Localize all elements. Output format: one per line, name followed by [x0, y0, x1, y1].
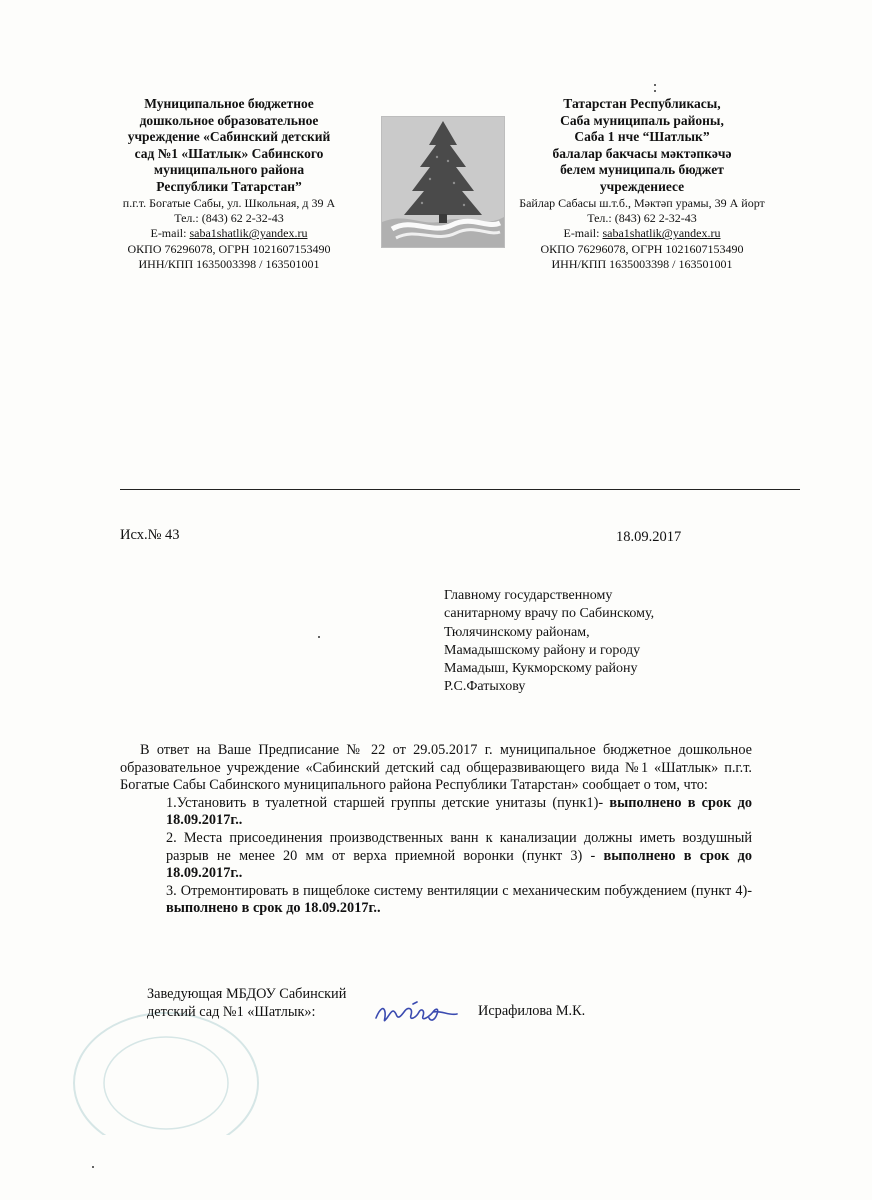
list-item: 3. Отремонтировать в пищеблоке систему вентиляции с механическим побуждением (пункт 4)- выполнено в срок до 18.09.2017г..: [166, 882, 752, 917]
emblem-graphic: [382, 117, 504, 247]
header-divider: [120, 489, 800, 490]
status-text: выполнено в срок до 18.09.2017г..: [166, 900, 381, 917]
org-okpo-ru: ОКПО 76296078, ОГРН 1021607153490: [127, 241, 331, 256]
email-link[interactable]: saba1shatlik@yandex.ru: [602, 226, 721, 241]
stamp-outer-ring: [74, 1013, 258, 1135]
email-link[interactable]: saba1shatlik@yandex.ru: [189, 226, 308, 241]
addressee-block: Главному государственному санитарному врачу по Сабинскому, Тюлячинскому районам, Мамадышскому району и городу Мамадыш, Кукморскому району Р.С.Фатыхову: [444, 588, 655, 695]
letterhead-right: [506, 96, 778, 273]
org-address-ru: п.г.т. Богатые Сабы, ул. Школьная, д 39 А: [122, 195, 336, 210]
outgoing-number: Исх.№ 43: [120, 527, 180, 543]
org-okpo-tt: ОКПО 76296078, ОГРН 1021607153490: [540, 241, 744, 256]
letter-date: 18.09.2017: [616, 529, 682, 545]
letter-body: [120, 742, 752, 918]
signer-position-line1: Заведующая МБДОУ Сабинский: [147, 986, 347, 1002]
org-email-ru: E-mail: saba1shatlik@yandex.ru: [150, 226, 308, 241]
intro-paragraph: В ответ на Ваше Предписание № 22 от 29.05.2017 г. муниципальное бюджетное дошкольное образовательное учреждение «Сабинский детский сад общеразвивающего вида №1 «Шатлык» п.г.т. Богатые Сабы Сабинского муниципального района Республики Татарстан» сообщает о том, что:: [120, 742, 752, 794]
scan-speck: [654, 84, 656, 86]
faint-stamp: [66, 1005, 266, 1135]
org-inn-ru: ИНН/КПП 1635003398 / 163501001: [138, 257, 320, 272]
list-item: 2. Места присоединения производственных ванн к канализации должны иметь воздушный разрыв не менее 20 мм от верха приемной воронки (пункт 3) - выполнено в срок до 18.09.2017г..: [166, 829, 752, 882]
scan-speck: [318, 636, 320, 638]
measures-list: [166, 795, 752, 918]
org-name-tt: Татарстан Республикасы, Саба муниципаль районы, Саба 1 нче “Шатлык” балалар бакчасы мәктәпкәчә белем муниципаль бюджет учреждениесе: [552, 96, 732, 194]
status-text: выполнено в срок до 18.09.2017г..: [166, 794, 752, 829]
signature-block: [147, 985, 346, 1021]
org-phone-ru: Тел.: (843) 62 2-32-43: [174, 210, 284, 225]
org-name-ru: Муниципальное бюджетное дошкольное образовательное учреждение «Сабинский детский сад №1 «Шатлык» Сабинского муниципального района Республики Татарстан”: [127, 96, 331, 194]
org-phone-tt: Тел.: (843) 62 2-32-43: [587, 210, 697, 225]
status-text: выполнено в срок до 18.09.2017г..: [166, 847, 752, 882]
scan-speck: [92, 1166, 94, 1168]
list-item: 1.Установить в туалетной старшей группы детские унитазы (пунк1)- выполнено в срок до 18.09.2017г..: [166, 794, 752, 829]
signer-name: Исрафилова М.К.: [478, 1003, 586, 1019]
handwritten-signature: [373, 998, 459, 1030]
org-email-tt: E-mail: saba1shatlik@yandex.ru: [563, 226, 721, 241]
letterhead-left: [92, 96, 366, 273]
org-inn-tt: ИНН/КПП 1635003398 / 163501001: [551, 257, 733, 272]
signer-position-line2: детский сад №1 «Шатлык»:: [147, 1004, 316, 1020]
fir-tree-emblem-icon: [381, 116, 505, 248]
stamp-inner-ring: [104, 1037, 228, 1129]
scan-speck: [654, 90, 656, 92]
org-address-tt: Байлар Сабасы ш.т.б., Мәктәп урамы, 39 А йорт: [519, 195, 765, 210]
